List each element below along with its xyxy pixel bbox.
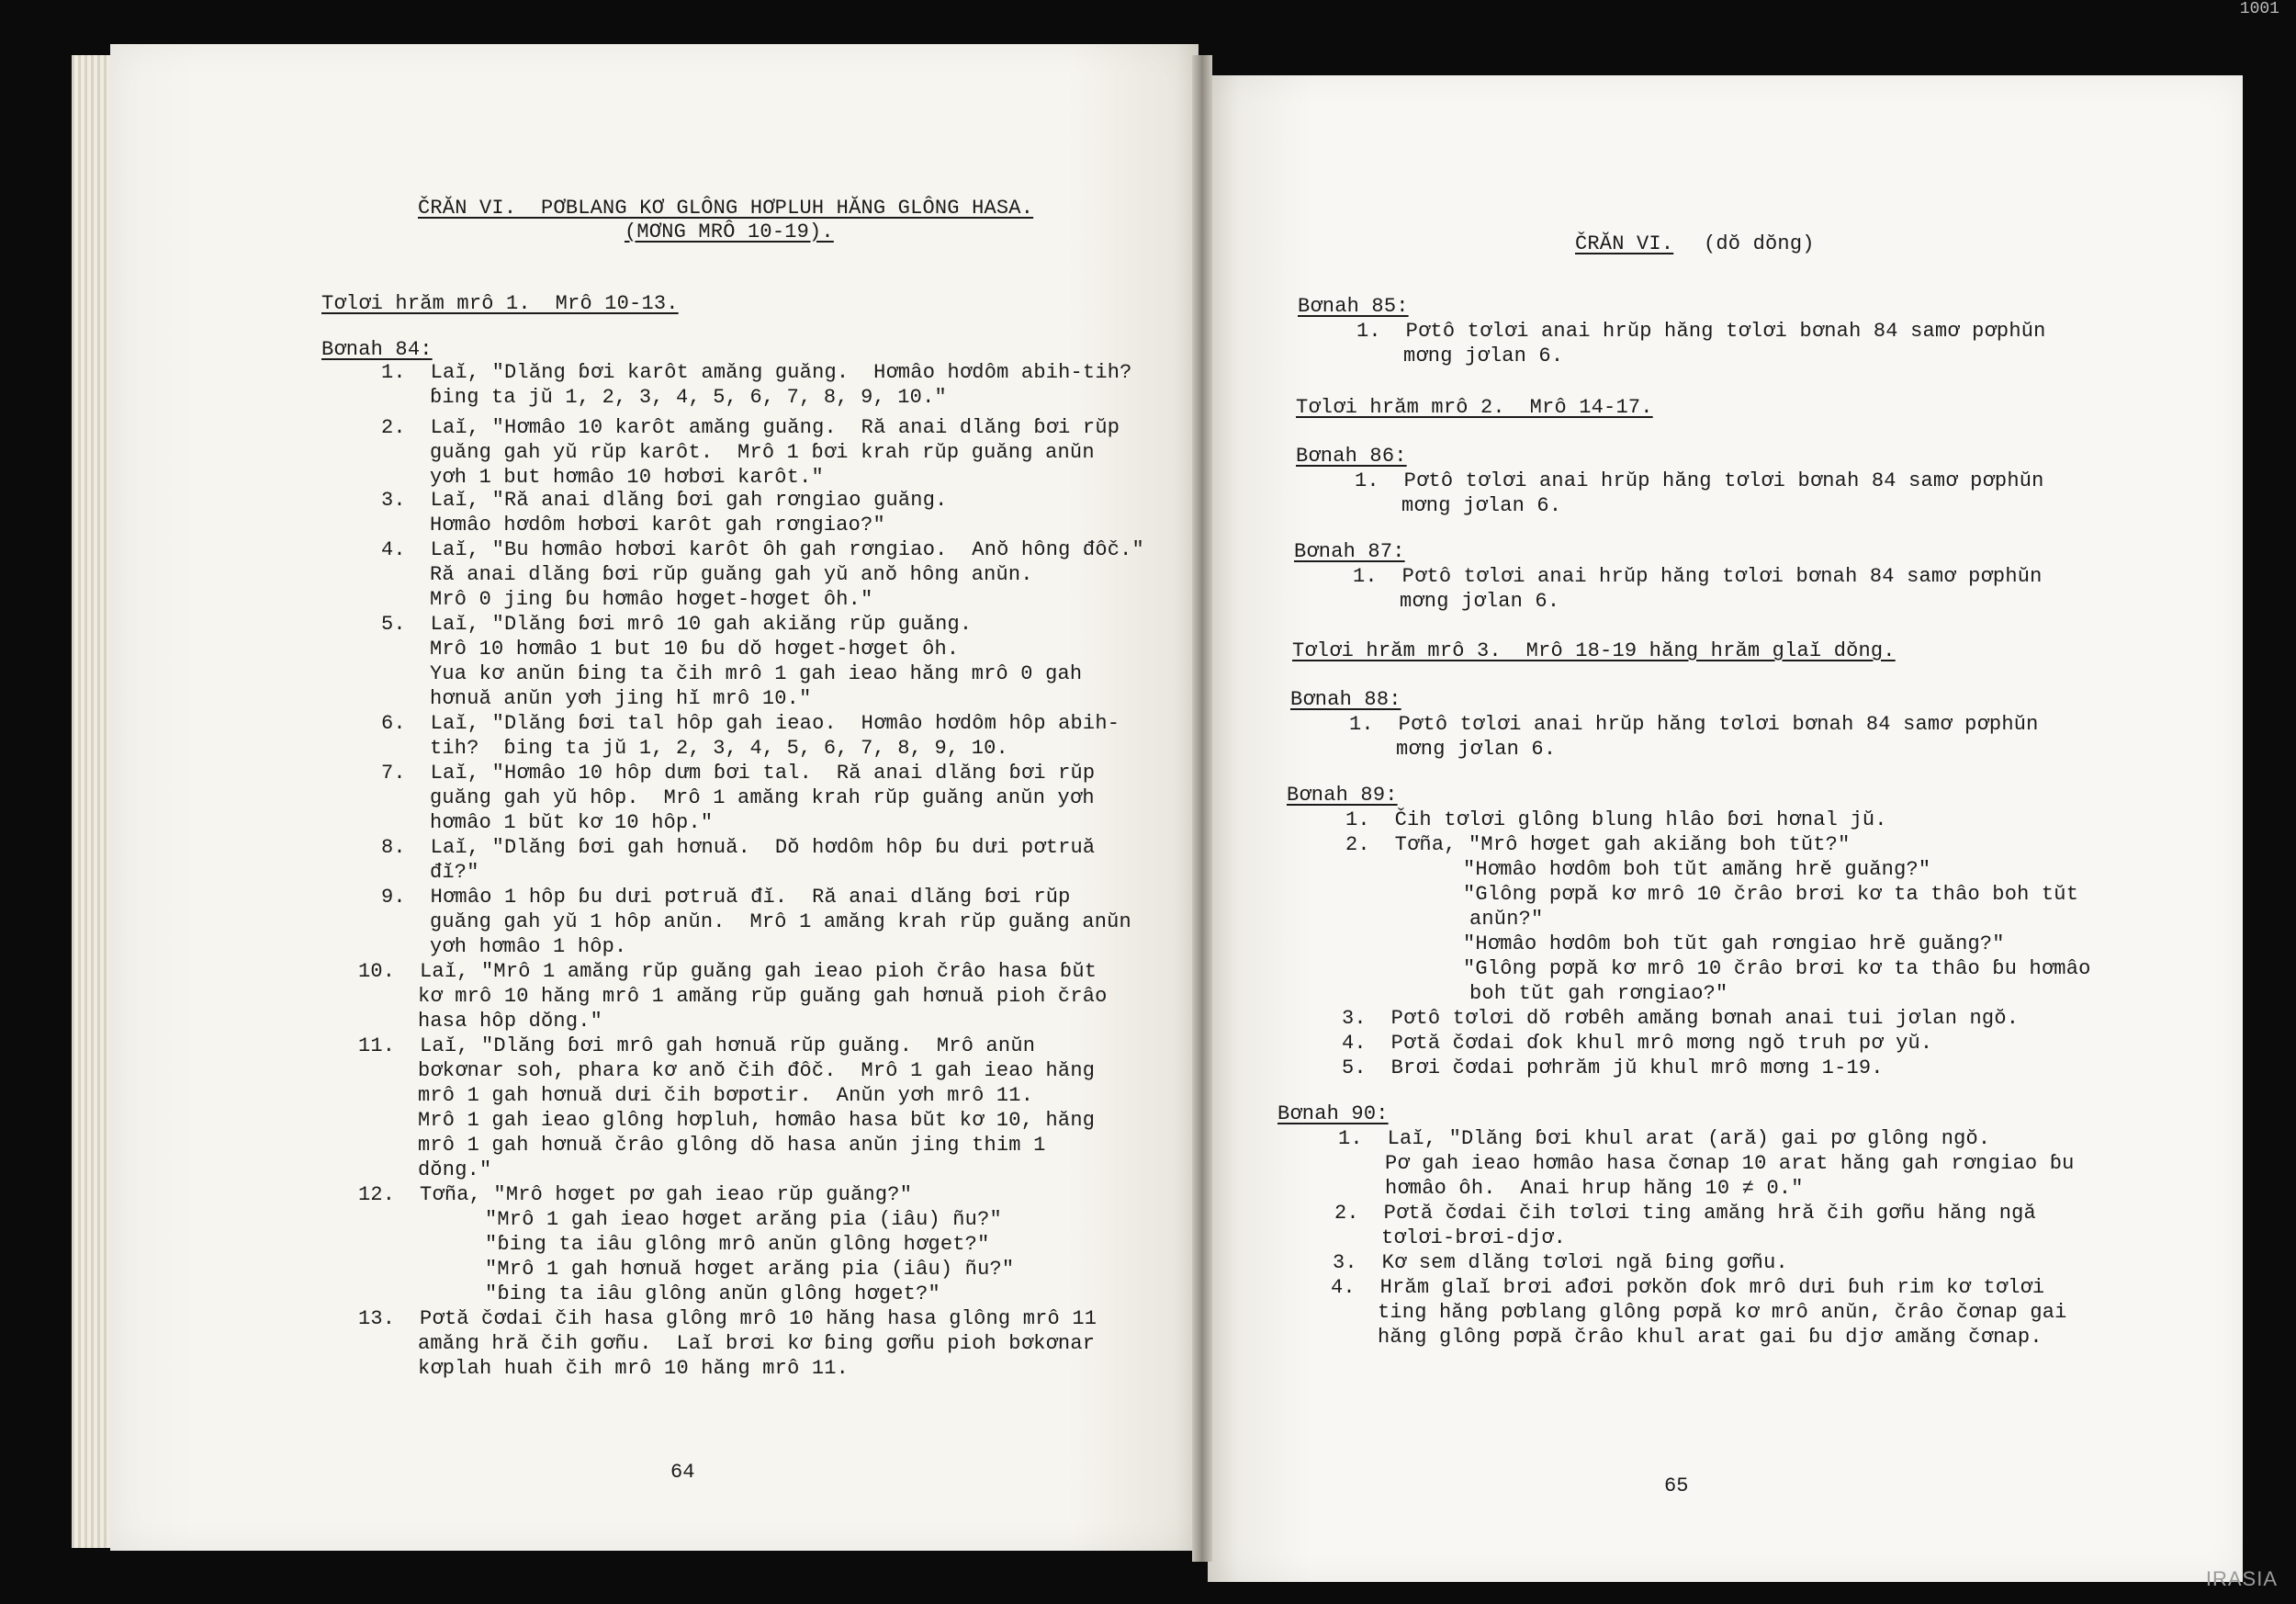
text-line: 4. Laĭ, "Bu hơmâo hơbơi karôt ôh gah rơngiao. Anŏ hông đôč."	[381, 538, 1144, 561]
section-heading: Tơlơi hrăm mrô 2. Mrô 14-17.	[1296, 396, 1653, 419]
text-line: mrô 1 gah hơnuă dưi čih bơpơtir. Anŭn yơh mrô 11.	[418, 1084, 1034, 1107]
text-line: 12. Tơña, "Mrô hơget pơ gah ieao rŭp guăng?"	[358, 1183, 913, 1206]
text-line: 1. Pơtô tơlơi anai hrŭp hăng tơlơi bơnah 84 samơ pơphŭn	[1356, 320, 2046, 343]
text-line: mơng jơlan 6.	[1400, 590, 1560, 613]
text-line: 6. Laĭ, "Dlăng ɓơi tal hôp gah ieao. Hơmâo hơdôm hôp abih-	[381, 712, 1120, 735]
text-line: Pơ gah ieao hơmâo hasa čơnap 10 arat hăng gah rơngiao ɓu	[1385, 1152, 2075, 1175]
text-line: 4. Hrăm glaĭ brơi ađơi pơkŏn ɗok mrô dưi ɓuh rim kơ tơlơi	[1331, 1276, 2045, 1299]
text-line: 13. Pơtă čơdai čih hasa glông mrô 10 hăng hasa glông mrô 11	[358, 1307, 1097, 1330]
text-line: Yua kơ anŭn ɓing ta čih mrô 1 gah ieao hăng mrô 0 gah	[430, 662, 1083, 685]
text-line: 1. Pơtô tơlơi anai hrŭp hăng tơlơi bơnah 84 samơ pơphŭn	[1353, 565, 2043, 588]
text-line: "Hơmâo hơdôm boh tŭt gah rơngiao hrĕ guăng?"	[1463, 932, 2005, 955]
text-line: yơh 1 but hơmâo 10 hơbơi karôt."	[430, 466, 824, 489]
text-line: mơng jơlan 6.	[1403, 345, 1564, 367]
text-line: 3. Pơtô tơlơi dŏ rơbêh amăng bơnah anai tui jơlan ngŏ.	[1342, 1007, 2020, 1030]
text-line: hasa hôp dŏng."	[418, 1010, 603, 1033]
text-line: 1. Pơtô tơlơi anai hrŭp hăng tơlơi bơnah 84 samơ pơphŭn	[1355, 469, 2044, 492]
text-line: "ɓing ta iâu glông mrô anŭn glông hơget?"	[485, 1233, 990, 1256]
section-heading: Bơnah 88:	[1290, 688, 1401, 711]
text-line: Mrô 0 jing ɓu hơmâo hơget-hơget ôh."	[430, 588, 873, 611]
text-line: boh tŭt gah rơngiao?"	[1469, 982, 1728, 1005]
section-heading: Bơnah 87:	[1294, 540, 1405, 563]
text-line: (dŏ dŏng)	[1704, 232, 1815, 255]
right-page-number: 65	[1664, 1474, 1689, 1497]
text-line: mrô 1 gah hơnuă črâo glông dŏ hasa anŭn jing thim 1	[418, 1134, 1046, 1157]
section-heading: Tơlơi hrăm mrô 3. Mrô 18-19 hăng hrăm glaĭ dŏng.	[1292, 639, 1896, 662]
text-line: 2. Pơtă čơdai čih tơlơi ting amăng hră čih gơñu hăng ngă	[1334, 1202, 2036, 1225]
text-line: "Hơmâo hơdôm boh tŭt amăng hrĕ guăng?"	[1463, 858, 1931, 881]
text-line: 10. Laĭ, "Mrô 1 amăng rŭp guăng gah ieao pioh črâo hasa ɓŭt	[358, 960, 1097, 983]
section-heading: (MƠNG MRÔ 10-19).	[625, 220, 834, 243]
text-line: tơlơi-brơi-djơ.	[1381, 1226, 1567, 1249]
left-page-number: 64	[670, 1461, 695, 1484]
text-line: 4. Pơtă čơdai ɗok khul mrô mơng ngŏ truh pơ yŭ.	[1342, 1032, 1933, 1055]
text-line: mơng jơlan 6.	[1401, 494, 1562, 517]
text-line: 7. Laĭ, "Hơmâo 10 hôp dưm ɓơi tal. Ră anai dlăng ɓơi rŭp	[381, 762, 1096, 785]
book-gutter	[1192, 55, 1212, 1562]
watermark: IRASIA	[2205, 1567, 2278, 1590]
text-line: guăng gah yŭ rŭp karôt. Mrô 1 ɓơi krah rŭp guăng anŭn	[430, 441, 1095, 464]
text-line: amăng hră čih gơñu. Laĭ brơi kơ ɓing gơñu pioh bơkơnar	[418, 1332, 1096, 1355]
text-line: 5. Laĭ, "Dlăng ɓơi mrô 10 gah akiăng rŭp guăng.	[381, 613, 973, 636]
text-line: guăng gah yŭ 1 hôp anŭn. Mrô 1 amăng krah rŭp guăng anŭn	[430, 910, 1131, 933]
section-heading: Bơnah 85:	[1298, 295, 1409, 318]
text-line: 1. Laĭ, "Dlăng ɓơi karôt amăng guăng. Hơmâo hơdôm abih-tih?	[381, 361, 1132, 384]
text-line: "Glông pơpă kơ mrô 10 črâo brơi kơ ta thâo boh tŭt	[1463, 883, 2079, 906]
section-heading: ČRĂN VI.	[1575, 232, 1674, 255]
text-line: kơplah huah čih mrô 10 hăng mrô 11.	[418, 1357, 850, 1380]
text-line: 1. Pơtô tơlơi anai hrŭp hăng tơlơi bơnah 84 samơ pơphŭn	[1349, 713, 2039, 736]
text-line: "ɓing ta iâu glông anŭn glông hơget?"	[485, 1282, 940, 1305]
text-line: hơmâo 1 bŭt kơ 10 hôp."	[430, 811, 714, 834]
text-line: đĭ?"	[430, 861, 479, 884]
text-line: 3. Laĭ, "Ră anai dlăng ɓơi gah rơngiao guăng.	[381, 489, 948, 512]
section-heading: Bơnah 89:	[1287, 784, 1398, 807]
text-line: 1. Laĭ, "Dlăng ɓơi khul arat (ară) gai pơ glông ngŏ.	[1338, 1127, 1991, 1150]
section-heading: Bơnah 90:	[1277, 1102, 1389, 1125]
text-line: Mrô 1 gah ieao glông hơpluh, hơmâo hasa bŭt kơ 10, hăng	[418, 1109, 1096, 1132]
text-line: Ră anai dlăng ɓơi rŭp guăng gah yŭ anŏ hông anŭn.	[430, 563, 1033, 586]
text-line: bơkơnar soh, phara kơ anŏ čih đôč. Mrô 1 gah ieao hăng	[418, 1059, 1096, 1082]
section-heading: Tơlơi hrăm mrô 1. Mrô 10-13.	[321, 292, 679, 315]
text-line: ting hăng pơblang glông pơpă kơ mrô anŭn, črâo čơnap gai	[1378, 1301, 2067, 1324]
text-line: 1. Čih tơlơi glông blung hlâo ɓơi hơnal jŭ.	[1345, 808, 1887, 831]
text-line: 2. Laĭ, "Hơmâo 10 karôt amăng guăng. Ră anai dlăng ɓơi rŭp	[381, 416, 1120, 439]
text-line: "Glông pơpă kơ mrô 10 črâo brơi kơ ta thâo ɓu hơmâo	[1463, 957, 2091, 980]
section-heading: Bơnah 84:	[321, 338, 433, 361]
text-line: 5. Brơi čơdai pơhrăm jŭ khul mrô mơng 1-19.	[1342, 1056, 1884, 1079]
text-line: hăng glông pơpă črâo khul arat gai ɓu djơ amăng čơnap.	[1378, 1326, 2043, 1349]
text-line: "Mrô 1 gah hơnuă hơget arăng pia (iâu) ñu?"	[485, 1258, 1015, 1281]
text-line: "Mrô 1 gah ieao hơget arăng pia (iâu) ñu?"	[485, 1208, 1002, 1231]
section-heading: Bơnah 86:	[1296, 445, 1407, 468]
text-line: hơnuă anŭn yơh jing hĭ mrô 10."	[430, 687, 812, 710]
text-line: 11. Laĭ, "Dlăng ɓơi mrô gah hơnuă rŭp guăng. Mrô anŭn	[358, 1034, 1036, 1057]
text-line: 9. Hơmâo 1 hôp ɓu dưi pơtruă đĭ. Ră anai dlăng ɓơi rŭp	[381, 886, 1071, 909]
text-line: mơng jơlan 6.	[1396, 738, 1557, 761]
text-line: Mrô 10 hơmâo 1 but 10 ɓu dŏ hơget-hơget ôh.	[430, 638, 960, 661]
text-line: anŭn?"	[1469, 908, 1544, 931]
corner-mark: 1001	[2239, 0, 2279, 18]
section-heading: ČRĂN VI. PƠBLANG KƠ GLÔNG HƠPLUH HĂNG GLÔNG HASA.	[418, 197, 1034, 220]
text-line: hơmâo ôh. Anai hrup hăng 10 ≠ 0."	[1385, 1177, 1804, 1200]
text-line: Hơmâo hơdôm hơbơi karôt gah rơngiao?"	[430, 514, 885, 537]
text-line: dŏng."	[418, 1158, 492, 1181]
text-line: 2. Tơña, "Mrô hơget gah akiăng boh tŭt?"	[1345, 833, 1851, 856]
text-line: ɓing ta jŭ 1, 2, 3, 4, 5, 6, 7, 8, 9, 10."	[430, 386, 947, 409]
text-line: 8. Laĭ, "Dlăng ɓơi gah hơnuă. Dŏ hơdôm hôp ɓu dưi pơtruă	[381, 836, 1096, 859]
text-line: tih? ɓing ta jŭ 1, 2, 3, 4, 5, 6, 7, 8, 9, 10.	[430, 737, 1008, 760]
text-line: kơ mrô 10 hăng mrô 1 amăng rŭp guăng gah hơnuă pioh črâo	[418, 985, 1108, 1008]
text-line: yơh hơmâo 1 hôp.	[430, 935, 627, 958]
text-line: guăng gah yŭ hôp. Mrô 1 amăng krah rŭp guăng anŭn yơh	[430, 786, 1095, 809]
text-line: 3. Kơ sem dlăng tơlơi ngă ɓing gơñu.	[1333, 1251, 1788, 1274]
